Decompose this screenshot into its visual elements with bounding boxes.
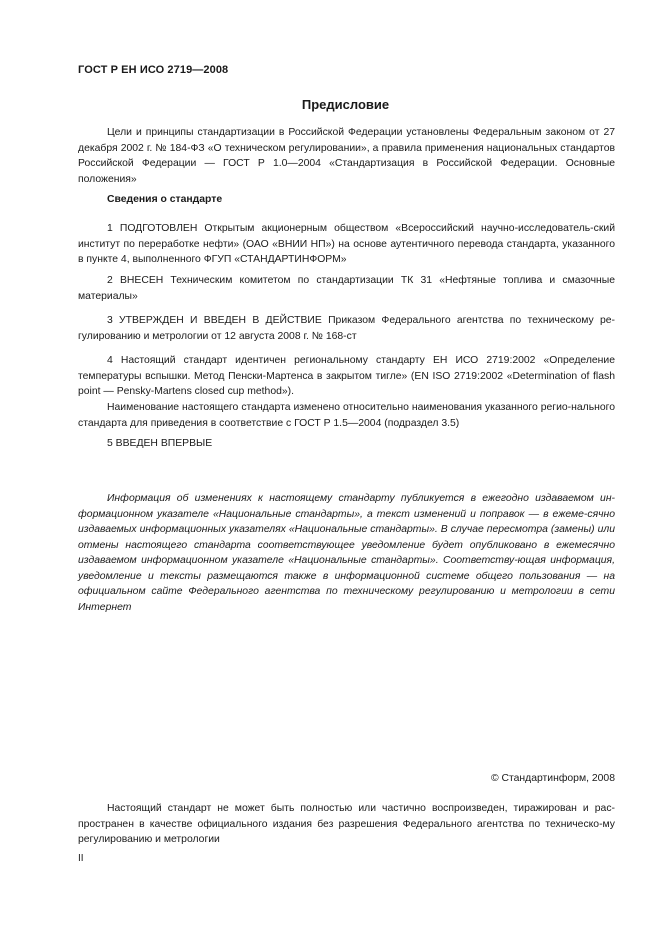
page-number: II [78,853,84,864]
item-3-approved: 3 УТВЕРЖДЕН И ВВЕДЕН В ДЕЙСТВИЕ Приказом Федерального агентства по техническому ре-гулированию и метрологии от 12 августа 2008 г. № 168-ст [78,315,615,342]
item-5-first-time: 5 ВВЕДЕН ВПЕРВЫЕ [107,438,213,449]
item-4-identical: 4 Настоящий стандарт идентичен региональному стандарту ЕН ИСО 2719:2002 «Определение температуры вспышки. Метод Пенски-Мартенса в закрытом тигле» (EN ISO 2719:2002 «Determination of flash point — Pensky-Martens closed cup method»). [78,355,615,397]
rights-notice: Настоящий стандарт не может быть полностью или частично воспроизведен, тиражирован и рас-пространен в качестве официального издания без разрешения Федерального агентства по техническо-му регулированию и метрологии [78,803,615,845]
item-1-prepared: 1 ПОДГОТОВЛЕН Открытым акционерным обществом «Всероссийский научно-исследователь-ский институт по переработке нефти» (ОАО «ВНИИ НП») на основе аутентичного перевода стандарта, указанного в пункте 4, выполненного ФГУП «СТАНДАРТИНФОРМ» [78,223,615,265]
item-2-introduced: 2 ВНЕСЕН Техническим комитетом по стандартизации ТК 31 «Нефтяные топлива и смазочные материалы» [78,275,615,302]
copyright-line: © Стандартинформ, 2008 [490,773,615,784]
item-4-name-note: Наименование настоящего стандарта изменено относительно наименования указанного регио-нального стандарта для приведения в соответствие с ГОСТ Р 1.5—2004 (подраздел 3.5) [78,402,615,429]
section-heading: Сведения о стандарте [107,194,223,205]
page-title: Предисловие [301,97,390,112]
document-header: ГОСТ Р ЕН ИСО 2719—2008 [78,64,229,76]
intro-paragraph: Цели и принципы стандартизации в Российской Федерации установлены Федеральным законом от 27 декабря 2002 г. № 184-ФЗ «О техническом регулировании», а правила применения национальных стандартов Российской Федерации — ГОСТ Р 1.0—2004 «Стандартизация в Российской Федерации. Основные положения» [78,127,615,185]
amendments-notice: Информация об изменениях к настоящему стандарту публикуется в ежегодно издаваемом ин-формационном указателе «Национальные стандарты», а текст изменений и поправок — в ежеме-сячно издаваемых информационных указателях «Национальные стандарты». В случае пересмотра (замены) или отмены настоящего стандарта соответствующее уведомление будет опубликовано в ежемесячно издаваемом информационном указателе «Национальные стандарты». Соответству-ющая информация, уведомление и тексты размещаются также в информационной системе общего пользования — на официальном сайте Федерального агентства по техническому регулированию и метрологии в сети Интернет [78,493,615,613]
